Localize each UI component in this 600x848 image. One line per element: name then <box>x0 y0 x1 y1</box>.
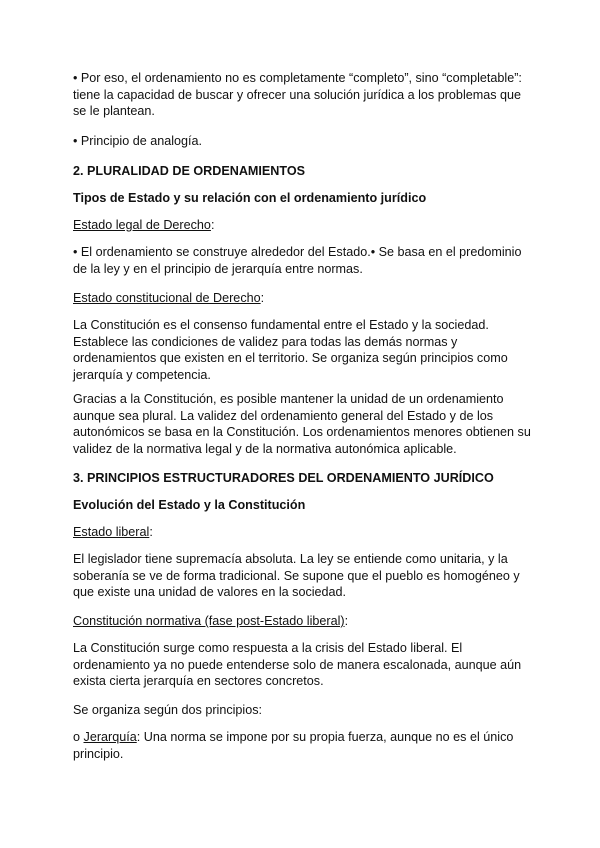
colon: : <box>210 218 215 232</box>
subtitle-estado-liberal-text: Estado liberal <box>73 525 150 539</box>
paragraph-completable: • Por eso, el ordenamiento no es completamente “completo”, sino “completable”: tiene la capacidad de buscar y ofrecer una solución jurídica a los problemas que se le plantean. <box>73 71 522 119</box>
subtitle-constitucion-normativa-text: Constitución normativa (fase post-Estado liberal) <box>73 614 345 628</box>
list-marker: o <box>73 730 84 744</box>
paragraph-analogia: • Principio de analogía. <box>73 134 203 148</box>
subheading-tipos-estado: Tipos de Estado y su relación con el ordenamiento jurídico <box>73 191 427 205</box>
paragraph-dos-principios: Se organiza según dos principios: <box>73 703 263 717</box>
subtitle-estado-legal-text: Estado legal de Derecho <box>73 218 211 232</box>
jerarquia-definition: : Una norma se impone por su propia fuerza, aunque no es el único principio. <box>73 730 514 761</box>
paragraph-constitucion-consenso: La Constitución es el consenso fundamental entre el Estado y la sociedad. Establece las condiciones de validez para todas las demás normas y ordenamientos que existen en el territorio. Se organiza según principios como jerarquía y competencia. <box>73 318 508 382</box>
colon: : <box>149 525 153 539</box>
colon: : <box>260 291 265 305</box>
subtitle-estado-legal <box>73 217 533 234</box>
colon: : <box>344 614 349 628</box>
paragraph-jerarquia <box>73 729 533 762</box>
section-heading-pluralidad: 2. PLURALIDAD DE ORDENAMIENTOS <box>73 164 306 178</box>
paragraph-constitucion-normativa: La Constitución surge como respuesta a la crisis del Estado liberal. El ordenamiento ya no puede entenderse solo de manera escalonada, aunque aún exista cierta jerarquía en sectores concretos. <box>73 641 522 689</box>
paragraph-unidad-ordenamiento: Gracias a la Constitución, es posible mantener la unidad de un ordenamiento aunque sea plural. La validez del ordenamiento general del Estado y de los autonómicos se basa en la Constitución. Los ordenamientos menores obtienen su validez de la normativa legal y de la normativa autonómica aplicable. <box>73 392 531 456</box>
paragraph-estado-legal: • El ordenamiento se construye alrededor del Estado.• Se basa en el predominio de la ley y en el principio de jerarquía entre normas. <box>73 245 522 276</box>
section-heading-principios: 3. PRINCIPIOS ESTRUCTURADORES DEL ORDENAMIENTO JURÍDICO <box>73 471 494 485</box>
subtitle-estado-constitucional-text: Estado constitucional de Derecho <box>73 291 261 305</box>
paragraph-estado-liberal: El legislador tiene supremacía absoluta. La ley se entiende como unitaria, y la soberanía se ve de forma tradicional. Se supone que el pueblo es homogéneo y que existe una unidad de valores en la sociedad. <box>73 552 520 600</box>
subtitle-constitucion-normativa <box>73 613 533 630</box>
subtitle-estado-constitucional <box>73 290 533 307</box>
subtitle-estado-liberal <box>73 524 533 541</box>
term-jerarquia: Jerarquía <box>83 730 137 744</box>
subheading-evolucion-estado: Evolución del Estado y la Constitución <box>73 498 306 512</box>
